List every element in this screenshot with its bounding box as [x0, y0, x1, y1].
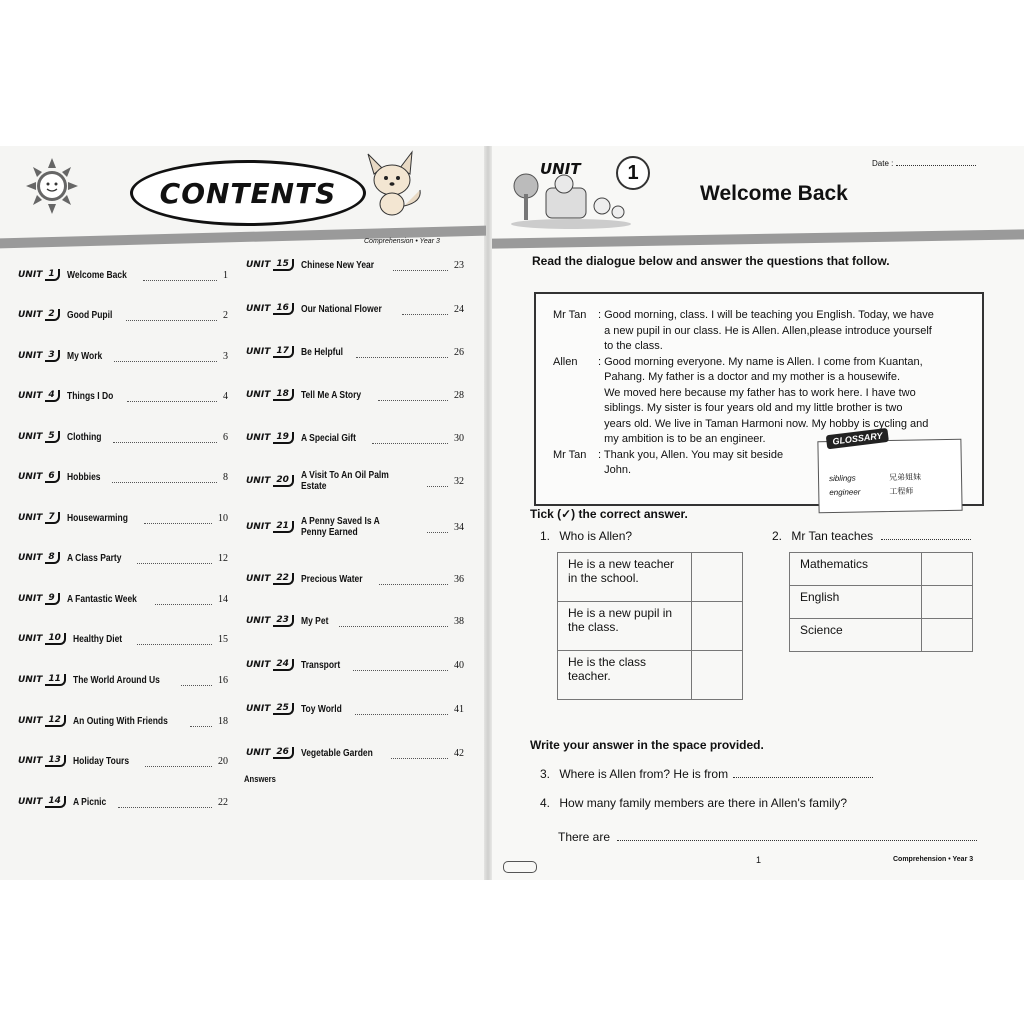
fox-mascot-icon: [360, 146, 430, 218]
unit-word: UNIT: [246, 574, 271, 584]
toc-entry-title: Holiday Tours: [72, 755, 129, 767]
toc-entry[interactable]: [18, 509, 228, 527]
toc-entry[interactable]: [18, 752, 228, 770]
q4-prompt: There are: [558, 830, 611, 844]
unit-number: 23: [273, 615, 294, 627]
option-text: English: [790, 586, 922, 619]
toc-entry-title: My Pet: [300, 615, 329, 627]
unit-word: UNIT: [246, 748, 271, 758]
date-label: Date :: [872, 159, 894, 168]
toc-leader: [112, 472, 217, 483]
toc-entry[interactable]: [246, 429, 464, 447]
toc-entry[interactable]: [246, 472, 464, 490]
toc-leader: [372, 433, 448, 444]
toc-entry[interactable]: [246, 343, 464, 361]
sun-icon: [24, 156, 80, 216]
page-number: 1: [756, 855, 762, 865]
unit-number: 2: [45, 309, 59, 321]
toc-entry[interactable]: [246, 518, 464, 536]
toc-page-number: 23: [454, 259, 464, 271]
unit-tag: [18, 633, 66, 645]
unit-number-badge: [616, 156, 650, 190]
toc-page-number: 22: [218, 796, 228, 808]
toc-page-number: 1: [223, 269, 228, 281]
toc-entry[interactable]: [246, 570, 464, 588]
unit-word: UNIT: [18, 513, 43, 523]
toc-page-number: 3: [223, 350, 228, 362]
unit-number: 12: [45, 715, 66, 727]
unit-word: UNIT: [246, 304, 271, 314]
unit-number: 4: [45, 390, 59, 402]
unit-word: UNIT: [246, 433, 271, 443]
toc-entry[interactable]: [246, 300, 464, 318]
toc-page-number: 36: [454, 573, 464, 585]
q2-number: 2.: [772, 529, 783, 543]
toc-page-number: 34: [454, 521, 464, 533]
toc-entry[interactable]: [246, 612, 464, 630]
toc-leader: [353, 660, 448, 671]
option-row: [558, 651, 743, 700]
toc-page-number: 2: [223, 309, 228, 321]
contents-title: [130, 160, 366, 226]
toc-entry[interactable]: [18, 468, 228, 486]
toc-leader: [427, 522, 448, 533]
unit-tag: [246, 747, 294, 759]
unit-number: 16: [273, 303, 294, 315]
unit-number: 22: [273, 573, 294, 585]
unit-word: UNIT: [246, 390, 271, 400]
option-text: Mathematics: [790, 553, 922, 586]
glossary-box: [817, 430, 962, 514]
unit-word: UNIT: [246, 704, 271, 714]
option-text: Science: [790, 619, 922, 652]
toc-entry-title: A Fantastic Week: [66, 593, 137, 605]
toc-entry-title: Good Pupil: [66, 309, 112, 321]
toc-entry[interactable]: [18, 266, 228, 284]
unit-tag: [18, 674, 66, 686]
toc-entry[interactable]: [246, 256, 464, 274]
unit-tag: [246, 389, 294, 401]
q1-options-table: [557, 552, 743, 700]
toc-page-number: 14: [218, 593, 228, 605]
glossary-title: GLOSSARY: [826, 428, 890, 449]
q2-text: Mr Tan teaches: [791, 529, 874, 543]
toc-entry-title: Housewarming: [66, 512, 128, 524]
toc-page-number: 38: [454, 615, 464, 627]
toc-entry-title: Be Helpful: [300, 346, 343, 358]
unit-word: UNIT: [18, 797, 43, 807]
unit-word: UNIT: [18, 634, 43, 644]
unit-tag: [18, 593, 60, 605]
toc-entry-title: Healthy Diet: [72, 633, 122, 645]
toc-page-number: 28: [454, 389, 464, 401]
tick-heading: Tick (✓) the correct answer.: [530, 507, 688, 521]
toc-page-number: 32: [454, 475, 464, 487]
unit-tag: [246, 573, 294, 585]
answers-entry[interactable]: Answers: [244, 774, 276, 784]
dialogue-line: We moved here because my father has to work here. I have two: [598, 386, 916, 399]
toc-entry[interactable]: [246, 744, 464, 762]
unit-tag: [246, 703, 294, 715]
unit-word: UNIT: [246, 260, 271, 270]
toc-entry[interactable]: [246, 700, 464, 718]
toc-entry-title: My Work: [66, 350, 102, 362]
unit-tag: [18, 755, 66, 767]
toc-entry-title: Transport: [300, 659, 341, 671]
unit-word: UNIT: [18, 716, 43, 726]
unit-number: 11: [45, 674, 66, 686]
dialogue-line: John.: [598, 464, 632, 476]
unit-tag: [18, 390, 60, 402]
unit-word: UNIT: [246, 476, 271, 486]
unit-number: 8: [45, 552, 59, 564]
contents-title-text: CONTENTS: [159, 176, 337, 210]
unit-word: UNIT: [18, 270, 43, 280]
dialogue-line: : Good morning everyone. My name is Allen. I come from Kuantan,: [598, 355, 923, 368]
unit-word: UNIT: [18, 594, 43, 604]
q4-text: How many family members are there in Allen's family?: [559, 796, 848, 810]
unit-number: 15: [273, 259, 294, 271]
glossary-meaning: 兄弟姐妹: [888, 472, 922, 483]
dialogue-line: my ambition is to be an engineer.: [598, 433, 766, 445]
unit-tag: [246, 475, 294, 487]
dialogue-line: Pahang. My father is a doctor and my mother is a housewife.: [598, 371, 901, 383]
unit-word: UNIT: [18, 553, 43, 563]
tick-box[interactable]: [692, 602, 743, 651]
dialogue-speaker: Mr Tan: [553, 448, 587, 461]
toc-entry[interactable]: [246, 386, 464, 404]
dialogue-speaker: Mr Tan: [553, 309, 587, 321]
toc-entry[interactable]: [18, 793, 228, 811]
write-heading: Write your answer in the space provided.: [530, 738, 764, 752]
toc-leader: [137, 553, 212, 564]
option-row: [558, 553, 743, 602]
toc-entry-title: Vegetable Garden: [300, 747, 373, 759]
toc-leader: [143, 270, 217, 281]
option-text: He is a new pupil in the class.: [558, 602, 692, 651]
option-row: [790, 619, 973, 652]
toc-entry-title: A Picnic: [72, 796, 107, 808]
unit-word: UNIT: [18, 472, 43, 482]
toc-entry[interactable]: [18, 671, 228, 689]
unit-tag: [18, 350, 60, 362]
unit-number: 20: [273, 475, 294, 487]
toc-leader: [356, 347, 448, 358]
unit-tag: [246, 346, 294, 358]
dialogue-line: siblings. My sister is four years old and my little brother is two: [598, 402, 903, 414]
toc-entry-title: Chinese New Year: [300, 259, 374, 271]
toc-leader: [145, 756, 212, 767]
q1-number: 1.: [540, 529, 551, 543]
toc-leader: [391, 748, 448, 759]
toc-page-number: 8: [223, 471, 228, 483]
toc-leader: [155, 594, 212, 605]
unit-number: 18: [273, 389, 294, 401]
unit-number: 9: [45, 593, 59, 605]
unit-word: UNIT: [18, 391, 43, 401]
unit-number: 3: [45, 350, 59, 362]
toc-leader: [393, 260, 448, 271]
unit-number: 25: [273, 703, 294, 715]
dialogue-line: : Good morning, class. I will be teaching you English. Today, we have: [598, 309, 934, 321]
unit-tag: [246, 432, 294, 444]
book-gutter: [484, 146, 492, 880]
tick-box[interactable]: [692, 553, 743, 602]
unit-word: UNIT: [18, 756, 43, 766]
toc-entry-title: Tell Me A Story: [300, 389, 362, 401]
toc-leader: [190, 716, 212, 727]
q4-number: 4.: [540, 796, 551, 810]
unit-number: 26: [273, 747, 294, 759]
unit-number: 13: [45, 755, 66, 767]
toc-leader: [427, 476, 448, 487]
toc-leader: [402, 304, 448, 315]
toc-entry[interactable]: [18, 306, 228, 324]
toc-entry[interactable]: [18, 387, 228, 405]
glossary-meaning: 工程师: [889, 486, 914, 497]
toc-page-number: 30: [454, 432, 464, 444]
dialogue-instruction: Read the dialogue below and answer the questions that follow.: [532, 254, 890, 268]
toc-page-number: 24: [454, 303, 464, 315]
toc-page-number: 41: [454, 703, 464, 715]
q3-text: Where is Allen from? He is from: [559, 767, 729, 781]
unit-word: UNIT: [18, 351, 43, 361]
unit-number: 5: [45, 431, 59, 443]
unit-number: 6: [45, 471, 59, 483]
toc-page-number: 26: [454, 346, 464, 358]
toc-page-number: 10: [218, 512, 228, 524]
toc-entry-title: Toy World: [300, 703, 342, 715]
toc-page-number: 16: [218, 674, 228, 686]
dialogue-line: to the class.: [598, 340, 663, 352]
unit-word: UNIT: [246, 616, 271, 626]
toc-leader: [126, 310, 217, 321]
glossary-item: [829, 484, 921, 500]
toc-entry[interactable]: [18, 549, 228, 567]
glossary-word: engineer: [829, 487, 861, 498]
unit-tag: [246, 303, 294, 315]
toc-entry-title: A Penny Saved Is A Penny Earned: [300, 516, 380, 538]
q3-number: 3.: [540, 767, 551, 781]
toc-page-number: 12: [218, 552, 228, 564]
unit-tag: [18, 309, 60, 321]
toc-leader: [339, 616, 448, 627]
publisher-logo: [503, 861, 537, 873]
toc-leader: [118, 797, 212, 808]
toc-page-number: 4: [223, 390, 228, 402]
date-line[interactable]: [896, 155, 976, 166]
unit-word: UNIT: [18, 310, 43, 320]
toc-entry-title: The World Around Us: [72, 674, 160, 686]
question-1: [540, 529, 632, 543]
toc-entry-title: A Special Gift: [300, 432, 356, 444]
toc-entry-title: A Visit To An Oil Palm Estate: [300, 470, 389, 492]
unit-tag: [18, 269, 60, 281]
toc-page-number: 20: [218, 755, 228, 767]
toc-leader: [181, 675, 212, 686]
unit-tag: [18, 715, 66, 727]
toc-leader: [144, 513, 212, 524]
toc-page-number: 42: [454, 747, 464, 759]
option-text: He is the class teacher.: [558, 651, 692, 700]
unit-number: 17: [273, 346, 294, 358]
dialogue-line: years old. We live in Taman Harmoni now. My hobby is cycling and: [598, 417, 929, 430]
dialogue-line: : Thank you, Allen. You may sit beside: [598, 448, 784, 461]
option-row: [790, 553, 973, 586]
toc-entry-title: Precious Water: [300, 573, 363, 585]
unit-number: 21: [273, 521, 294, 533]
toc-entry-title: Welcome Back: [66, 269, 127, 281]
question-4-answer: [558, 830, 977, 844]
tick-box[interactable]: [692, 651, 743, 700]
unit-tag: [246, 615, 294, 627]
tick-box[interactable]: [922, 619, 973, 652]
question-3: [540, 767, 873, 781]
toc-entry[interactable]: [18, 590, 228, 608]
unit-word: UNIT: [246, 660, 271, 670]
glossary-word: siblings: [828, 473, 856, 484]
option-row: [790, 586, 973, 619]
unit-tag: [18, 471, 60, 483]
dialogue-speaker: Allen: [553, 355, 578, 368]
toc-entry-title: An Outing With Friends: [72, 715, 168, 727]
question-2: [772, 529, 971, 543]
unit-number: 19: [273, 432, 294, 444]
series-label: Comprehension • Year 3: [364, 238, 440, 245]
toc-entry[interactable]: [18, 347, 228, 365]
toc-leader: [379, 574, 448, 585]
unit-number: 7: [45, 512, 59, 524]
q2-answer-line[interactable]: [881, 529, 971, 540]
toc-page-number: 40: [454, 659, 464, 671]
option-text: He is a new teacher in the school.: [558, 553, 692, 602]
unit-label: UNIT: [540, 160, 581, 178]
toc-leader: [378, 390, 448, 401]
toc-entry[interactable]: [246, 656, 464, 674]
unit-number: 1: [45, 269, 59, 281]
unit-word: UNIT: [18, 432, 43, 442]
unit-tag: [18, 431, 60, 443]
toc-entry-title: A Class Party: [66, 552, 122, 564]
unit-tag: [18, 512, 60, 524]
q4-answer-line[interactable]: [617, 830, 977, 841]
toc-page-number: 18: [218, 715, 228, 727]
dialogue-line: a new pupil in our class. He is Allen. Allen,please introduce yourself: [598, 324, 932, 337]
unit-title: Welcome Back: [700, 182, 848, 205]
q2-options-table: [789, 552, 973, 652]
toc-entry-title: Our National Flower: [300, 303, 382, 315]
unit-word: UNIT: [246, 347, 271, 357]
unit-word: UNIT: [18, 675, 43, 685]
date-field[interactable]: [872, 155, 976, 168]
unit-tag: [246, 259, 294, 271]
toc-page-number: 6: [223, 431, 228, 443]
toc-leader: [127, 391, 217, 402]
toc-page-number: 15: [218, 633, 228, 645]
tick-box[interactable]: [922, 553, 973, 586]
question-4: [540, 796, 847, 810]
toc-entry[interactable]: [18, 630, 228, 648]
unit-word: UNIT: [246, 522, 271, 532]
unit-number: 24: [273, 659, 294, 671]
toc-entry[interactable]: [18, 712, 228, 730]
footer-series: Comprehension • Year 3: [893, 856, 974, 863]
unit-tag: [18, 796, 66, 808]
unit-tag: [246, 521, 294, 533]
q1-text: Who is Allen?: [559, 529, 633, 543]
toc-leader: [113, 432, 217, 443]
unit-number: 14: [45, 796, 66, 808]
q3-answer-line[interactable]: [733, 767, 873, 778]
toc-entry[interactable]: [18, 428, 228, 446]
glossary-items: [829, 470, 921, 500]
toc-leader: [114, 351, 217, 362]
toc-leader: [137, 634, 212, 645]
option-row: [558, 602, 743, 651]
unit-number: 10: [45, 633, 66, 645]
unit-tag: [18, 552, 60, 564]
unit-tag: [246, 659, 294, 671]
toc-leader: [355, 704, 448, 715]
unit-number: 1: [627, 161, 639, 184]
toc-entry-title: Things I Do: [66, 390, 113, 402]
toc-entry-title: Hobbies: [66, 471, 101, 483]
toc-entry-title: Clothing: [66, 431, 102, 443]
tick-box[interactable]: [922, 586, 973, 619]
